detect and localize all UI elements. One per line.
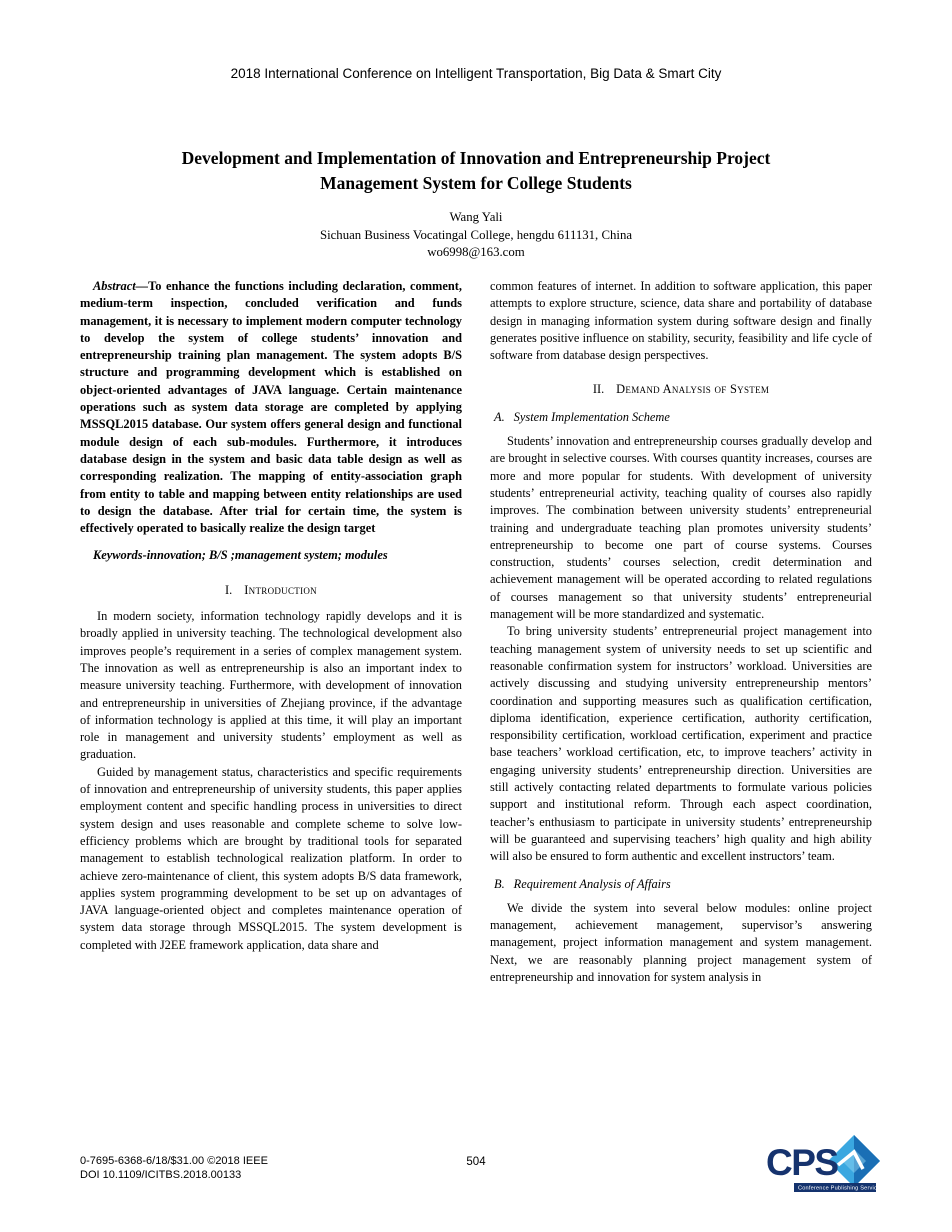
section-heading-demand-analysis [490,381,872,398]
abstract-paragraph [80,278,462,537]
section-number: II. [592,382,605,397]
author-email: wo6998@163.com [427,245,525,259]
subsection-heading-a [490,409,872,426]
cps-logo-icon [766,1133,882,1193]
subsection-heading-b [490,876,872,893]
cps-tagline-text: Conference Publishing Services [798,1185,882,1192]
subsection-title: Requirement Analysis of Affairs [513,876,671,891]
section-number: I. [225,582,233,597]
copyright-line: 0-7695-6368-6/18/$31.00 ©2018 IEEE [80,1155,268,1167]
keywords-paragraph: Keywords-innovation; B/S ;management system; modules [93,548,388,563]
intro-paragraph-1: In modern society, information technology rapidly develops and it is broadly applied in university teaching. The technological development also improves people’s requirement in a series of complex management system. The innovation as well as entrepreneurship is also an important index to measure university teaching. Furthermore, with development of innovation and entrepreneurship in universities of Zhejiang province, if the advantage of information technology is applied at this time, it will play an important role in management and university students’ employment as well as graduation. [80,609,462,762]
page-number: 504 [466,1156,486,1168]
cps-publisher-logo [766,1133,882,1198]
abstract-text: To enhance the functions including declaration, comment, medium-term inspection, concluded verification and funds management, it is necessary to implement modern computer technology to develop the system of college students’ innovation and entrepreneurship training plan management. The system adopts B/S structure and programming development which is established on object-oriented advantages of JAVA language. Certain maintenance operations such as system data storage are completed by applying MSSQL2015 database. Our system offers general design and functional module design of each sub-modules. Furthermore, it introduces database design in the system and basic data table design as well as corresponding realization. The mapping of entity-association graph from entity to table and mapping between entity relationships are used to design the database. After trial for certain time, the system is effectively operated to basically realize the design target [80,279,462,536]
cps-acronym-text: CPS [766,1142,838,1183]
continuation-paragraph: common features of internet. In addition to software application, this paper attempts to explore structure, science, data share and portability of database design in managing information system during software design and finally generates positive influence on stability, security, feasibility and life cycle of software from database design perspectives. [490,279,872,363]
intro-paragraph-2: Guided by management status, characteristics and specific requirements of innovation and entrepreneurship of university students, this paper applies employment content and specific handling process in universities to direct system design and uses reasonable and complete scheme to solve low-efficiency problems which are brought by traditional tools for separated management to establish technological realization platform. In order to achieve zero-maintenance of client, this system adopts B/S data framework, applies system programming development to be set up on advantages of JAVA language-oriented object and completes maintenance operation of system data storage through MSSQL2015. The system development is completed with J2EE framework application, data share and [80,764,462,952]
author-affiliation: Sichuan Business Vocatingal College, hengdu 611131, China [319,227,633,242]
section-title: Demand Analysis of System [616,382,770,397]
left-column [80,278,462,986]
doi-line: DOI 10.1109/ICITBS.2018.00133 [80,1168,242,1181]
right-column [490,278,872,986]
section-heading-introduction [80,582,462,599]
subsection-a-paragraph-2: To bring university students’ entrepreneurial project management into teaching management system of university needs to set up scientific and reasonable confirmation system for instructors’ workload. Universities are actively discussing and studying university entrepreneurship mentors’ coordination and supporting measures such as qualification certification, diploma identification, experience certification, authority certification, responsibility certification, workload certification, experiment and practice base teachers’ workload certification, etc, to improve teachers’ activity in engaging university students’ entrepreneurship direction. Universities are still actively contacting related departments to formulate various policies support and institutional reform. Through each aspect coordination, teacher’s enthusiasm to participate in university students’ entrepreneurship will be guaranteed and supervising teachers’ high quality and high ability will also be ensured to form authentic and excellent instructors’ team. [490,624,872,864]
paper-title: Development and Implementation of Innovation and Entrepreneurship Project Management System for College Students [181,148,771,193]
author-name: Wang Yali [449,210,503,224]
subsection-label: B. [494,876,505,891]
subsection-a-paragraph-1: Students’ innovation and entrepreneurship courses gradually develop and are brought in selective courses. With courses quantity increases, courses are more and more popular for students. With development of university students’ entrepreneurial activity, teaching quality of courses also rapidly improves. The combination between university students’ entrepreneurial training and undergraduate teaching plan promotes university students’ entrepreneurship to become one part of course systems. Courses construction, students’ courses selection, credit determination and achievement management will be operated according to related regulations of courses management so that university students’ entrepreneurial management will be more standardized and systematic. [490,434,872,622]
title-block [0,146,952,262]
section-title: Introduction [244,582,317,597]
conference-header: 2018 International Conference on Intelligent Transportation, Big Data & Smart City [230,66,722,81]
subsection-title: System Implementation Scheme [513,409,670,424]
two-column-body [80,278,872,986]
subsection-b-paragraph-1: We divide the system into several below modules: online project management, achievement management, supervisor’s answering management, project information management and system management. Next, we are reasonably planning project management system of entrepreneurship and innovation for system analysis in [490,900,872,984]
subsection-label: A. [494,409,505,424]
abstract-label: Abstract— [93,279,149,293]
